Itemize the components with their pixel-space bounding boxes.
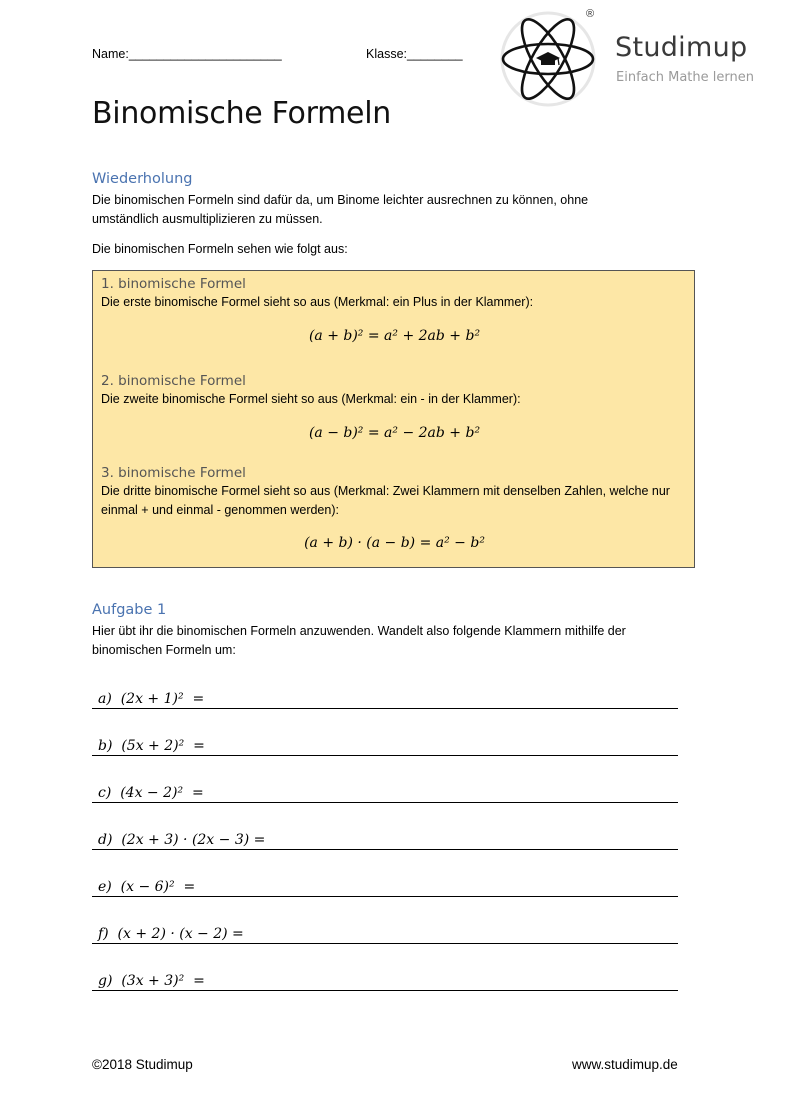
formula-2-equation: (a − b)² = a² − 2ab + b²: [308, 425, 481, 441]
task-item-text: f) (x + 2) · (x − 2) =: [98, 926, 244, 942]
task-item-text: d) (2x + 3) · (2x − 3) =: [98, 832, 266, 848]
registered-trademark: ®: [586, 8, 595, 20]
task-item-a[interactable]: [92, 684, 678, 709]
task-item-f[interactable]: [92, 919, 678, 944]
formula-box: [92, 270, 695, 568]
class-field-label: Klasse:________: [366, 47, 463, 61]
atom-with-graduation-cap-icon: [498, 8, 602, 108]
task-item-e[interactable]: [92, 872, 678, 897]
formula-3-heading: 3. binomische Formel: [101, 465, 246, 481]
brand-name: Studimup: [615, 32, 748, 63]
review-heading: Wiederholung: [92, 171, 193, 187]
page-title: Binomische Formeln: [92, 96, 391, 131]
formula-2-description: Die zweite binomische Formel sieht so aus (Merkmal: ein - in der Klammer):: [101, 392, 521, 406]
name-field-label: Name:______________________: [92, 47, 282, 61]
task-item-text: c) (4x − 2)² =: [98, 785, 204, 801]
footer-website-link[interactable]: www.studimup.de: [572, 1057, 678, 1072]
task-item-text: b) (5x + 2)² =: [98, 738, 205, 754]
formula-1-equation: (a + b)² = a² + 2ab + b²: [308, 328, 481, 344]
task-item-b[interactable]: [92, 731, 678, 756]
review-intro: Die binomischen Formeln sehen wie folgt aus:: [92, 242, 348, 256]
formula-1-heading: 1. binomische Formel: [101, 276, 246, 292]
task-item-text: e) (x − 6)² =: [98, 879, 196, 895]
formula-1-description: Die erste binomische Formel sieht so aus (Merkmal: ein Plus in der Klammer):: [101, 295, 534, 309]
task-item-g[interactable]: [92, 966, 678, 991]
formula-3-description: Die dritte binomische Formel sieht so aus (Merkmal: Zwei Klammern mit denselben Zahlen, welche nur einmal + und einmal - genommen werden):: [101, 484, 670, 517]
footer-copyright: ©2018 Studimup: [92, 1057, 193, 1072]
task-item-d[interactable]: [92, 825, 678, 850]
brand-tagline: Einfach Mathe lernen: [616, 70, 754, 85]
task-item-text: g) (3x + 3)² =: [98, 973, 205, 989]
review-text: Die binomischen Formeln sind dafür da, um Binome leichter ausrechnen zu können, ohne umständlich ausmultiplizieren zu müssen.: [92, 193, 589, 226]
task-item-c[interactable]: [92, 778, 678, 803]
task-item-text: a) (2x + 1)² =: [98, 691, 205, 707]
formula-2-heading: 2. binomische Formel: [101, 373, 246, 389]
task-text: Hier übt ihr die binomischen Formeln anzuwenden. Wandelt also folgende Klammern mithilfe der binomischen Formeln um:: [92, 624, 626, 657]
formula-3-equation: (a + b) · (a − b) = a² − b²: [304, 535, 485, 551]
task-heading: Aufgabe 1: [92, 602, 167, 618]
